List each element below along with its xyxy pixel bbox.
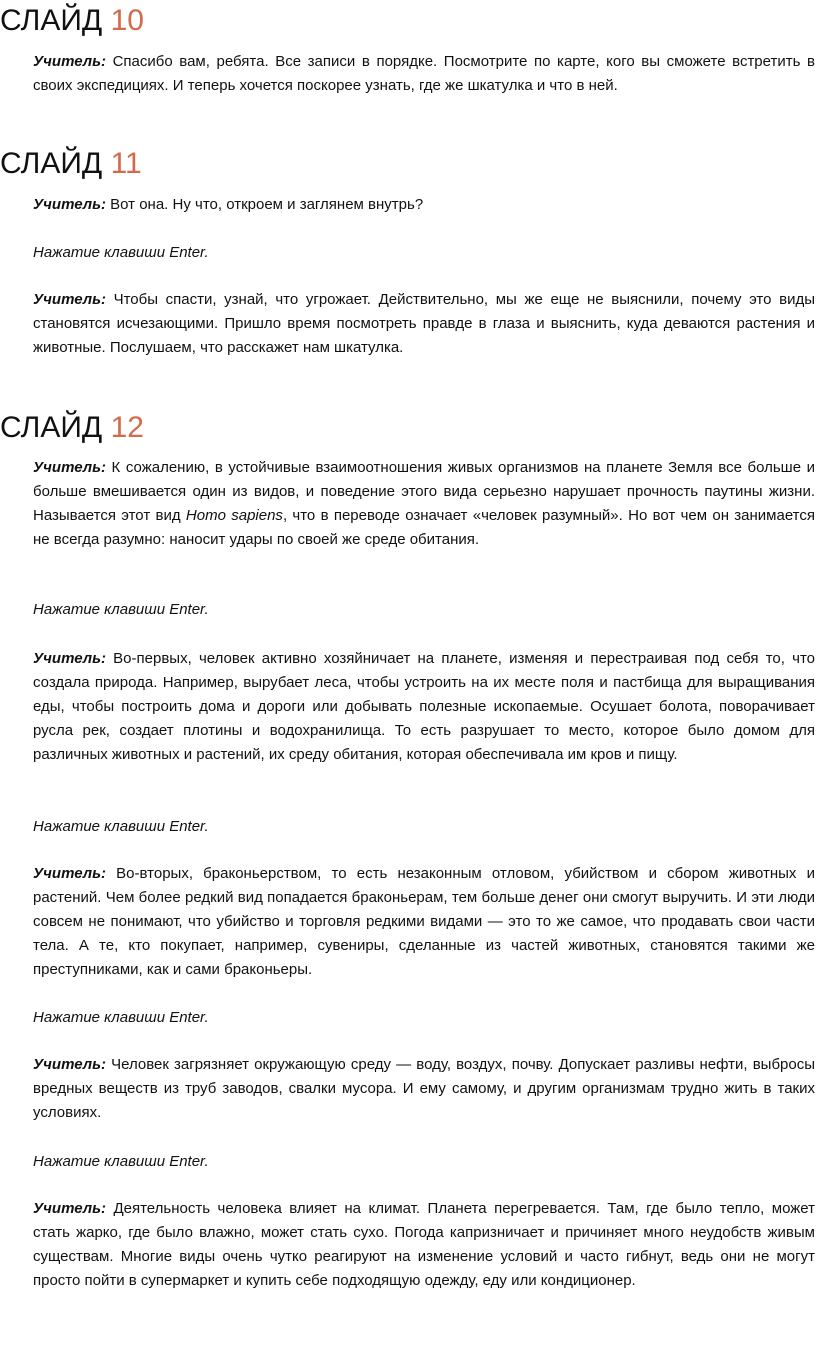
slide-10-teacher-paragraph [33, 50, 815, 98]
speaker-label: Учитель: [33, 865, 106, 882]
slide-12-heading [0, 411, 144, 445]
speaker-label: Учитель: [33, 196, 106, 213]
speaker-label: Учитель: [33, 1200, 106, 1217]
speaker-label: Учитель: [33, 53, 106, 70]
slide-heading-word: СЛАЙД [0, 147, 103, 180]
slide-heading-number: 10 [110, 4, 144, 37]
slide-12-keypress-note-1: Нажатие клавиши Enter. [33, 601, 209, 618]
slide-11-teacher-paragraph-2 [33, 288, 815, 360]
speaker-label: Учитель: [33, 1056, 106, 1073]
slide-12-teacher-paragraph-4 [33, 1053, 815, 1125]
paragraph-text: Чтобы спасти, узнай, что угрожает. Действительно, мы же еще не выяснили, почему это виды становятся исчезающими. Пришло время посмотреть правде в глаза и выяснить, куда деваются растения и животные. Послушаем, что расскажет нам шкатулка. [33, 291, 815, 356]
slide-12-keypress-note-4: Нажатие клавиши Enter. [33, 1153, 209, 1170]
slide-heading-number: 11 [110, 147, 142, 180]
latin-species-name: Homo sapiens [185, 507, 283, 524]
slide-12-teacher-paragraph-5 [33, 1197, 815, 1293]
slide-12-teacher-paragraph-1 [33, 456, 815, 552]
speaker-label: Учитель: [33, 459, 106, 476]
slide-heading-word: СЛАЙД [0, 4, 103, 37]
slide-11-keypress-note: Нажатие клавиши Enter. [33, 244, 209, 261]
slide-12-keypress-note-2: Нажатие клавиши Enter. [33, 818, 209, 835]
paragraph-text-before: К сожалению, в устойчивые взаимоотношения живых организмов на планете Земля все больше и больше вмешивается один из видов, и поведение этого вида серьезно нарушает прочность паутины жизни. Называется этот вид [33, 459, 815, 524]
slide-12-teacher-paragraph-2 [33, 647, 815, 767]
slide-heading-number: 12 [110, 411, 144, 444]
paragraph-text: Человек загрязняет окружающую среду — воду, воздух, почву. Допускает разливы нефти, выбросы вредных веществ из труб заводов, свалки мусора. И ему самому, и другим организмам трудно жить в таких условиях. [33, 1056, 815, 1121]
paragraph-text: Вот она. Ну что, откроем и заглянем внутрь? [110, 196, 424, 213]
paragraph-text-after: , что в переводе означает «человек разумный». Но вот чем он занимается не всегда разумно: наносит удары по своей же среде обитания. [33, 507, 815, 548]
slide-12-teacher-paragraph-3 [33, 862, 815, 982]
paragraph-text: Во-первых, человек активно хозяйничает на планете, изменяя и перестраивая под себя то, что создала природа. Например, вырубает леса, чтобы устроить на их месте поля и пастбища для выращивания еды, чтобы построить дома и дороги или добывать полезные ископаемые. Осушает болота, поворачивает русла рек, создает плотины и водохранилища. То есть разрушает то место, которое было домом для различных животных и растений, их среду обитания, которая обеспечивала им кров и пищу. [33, 650, 815, 763]
speaker-label: Учитель: [33, 291, 106, 308]
paragraph-text: Во-вторых, браконьерством, то есть незаконным отловом, убийством и сбором животных и растений. Чем более редкий вид попадается браконьерам, тем больше денег они смогут выручить. И эти люди совсем не понимают, что убийство и торговля редкими видами — это то же самое, что продавать свои части тела. А те, кто покупает, например, сувениры, сделанные из частей животных, становятся такими же преступниками, как и сами браконьеры. [33, 865, 815, 978]
speaker-label: Учитель: [33, 650, 106, 667]
slide-heading-word: СЛАЙД [0, 411, 103, 444]
slide-11-teacher-paragraph-1 [33, 193, 815, 217]
slide-12-keypress-note-3: Нажатие клавиши Enter. [33, 1009, 209, 1026]
slide-10-heading [0, 4, 144, 38]
slide-11-heading [0, 147, 142, 181]
paragraph-text: Спасибо вам, ребята. Все записи в порядке. Посмотрите по карте, кого вы сможете встретить в своих экспедициях. И теперь хочется поскорее узнать, где же шкатулка и что в ней. [33, 53, 816, 94]
paragraph-text: Деятельность человека влияет на климат. Планета перегревается. Там, где было тепло, может стать жарко, где было влажно, может стать сухо. Погода капризничает и причиняет много неудобств живым существам. Многие виды очень чутко реагируют на изменение условий и часто гибнут, ведь они не могут просто пойти в супермаркет и купить себе подходящую одежду, еду или кондиционер. [33, 1200, 815, 1289]
